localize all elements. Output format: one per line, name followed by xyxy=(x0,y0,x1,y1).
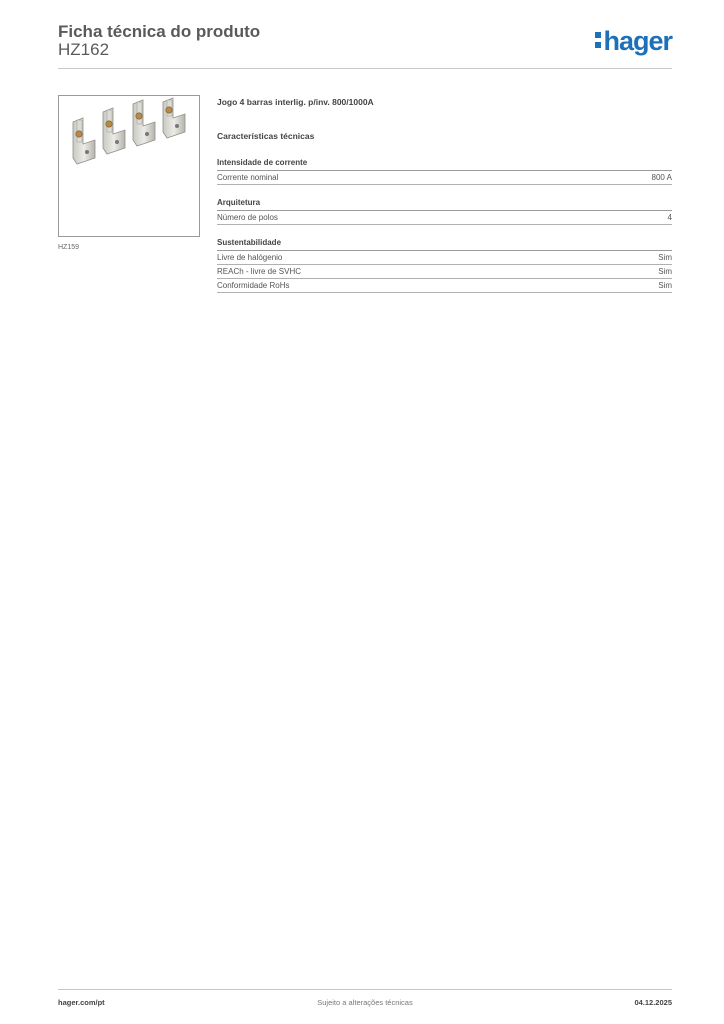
busbar-1 xyxy=(73,118,95,164)
spec-value: Sim xyxy=(658,267,672,276)
footer-notice: Sujeito a alterações técnicas xyxy=(317,998,413,1007)
spec-group-current xyxy=(217,157,672,185)
page-header xyxy=(58,20,672,68)
busbar-2 xyxy=(103,108,125,154)
spec-value: 4 xyxy=(667,213,672,222)
header-divider xyxy=(58,68,672,69)
spec-group-architecture xyxy=(217,197,672,225)
spec-row xyxy=(217,211,672,225)
spec-panel xyxy=(217,95,672,293)
spec-label: Conformidade RoHs xyxy=(217,281,290,290)
spec-value: 800 A xyxy=(651,173,672,182)
logo-colon-icon xyxy=(595,31,601,49)
busbar-4 xyxy=(163,98,185,138)
spec-label: Número de polos xyxy=(217,213,278,222)
spec-value: Sim xyxy=(658,281,672,290)
image-caption: HZ159 xyxy=(58,244,80,251)
product-image xyxy=(58,95,200,237)
footer-website-link[interactable]: hager.com/pt xyxy=(58,998,105,1007)
busbar-3 xyxy=(133,100,155,146)
busbar-set-illustration xyxy=(59,96,199,236)
hager-logo xyxy=(595,28,672,55)
group-title: Sustentabilidade xyxy=(217,237,672,251)
spec-label: REACh - livre de SVHC xyxy=(217,267,302,276)
logo-wordmark: hager xyxy=(603,26,672,56)
spec-label: Livre de halógenio xyxy=(217,253,283,262)
group-title: Arquitetura xyxy=(217,197,672,211)
spec-value: Sim xyxy=(658,253,672,262)
spec-label: Corrente nominal xyxy=(217,173,279,182)
group-title: Intensidade de corrente xyxy=(217,157,672,171)
spec-group-sustainability xyxy=(217,237,672,293)
product-name: Jogo 4 barras interlig. p/inv. 800/1000A xyxy=(217,97,374,107)
product-code: HZ162 xyxy=(58,40,110,59)
footer-divider xyxy=(58,989,672,990)
spec-row xyxy=(217,171,672,185)
spec-row xyxy=(217,251,672,265)
document-title: Ficha técnica do produto xyxy=(58,22,261,41)
footer-date: 04.12.2025 xyxy=(634,998,672,1007)
spec-row xyxy=(217,279,672,293)
spec-row xyxy=(217,265,672,279)
specs-section-title: Características técnicas xyxy=(217,131,315,141)
